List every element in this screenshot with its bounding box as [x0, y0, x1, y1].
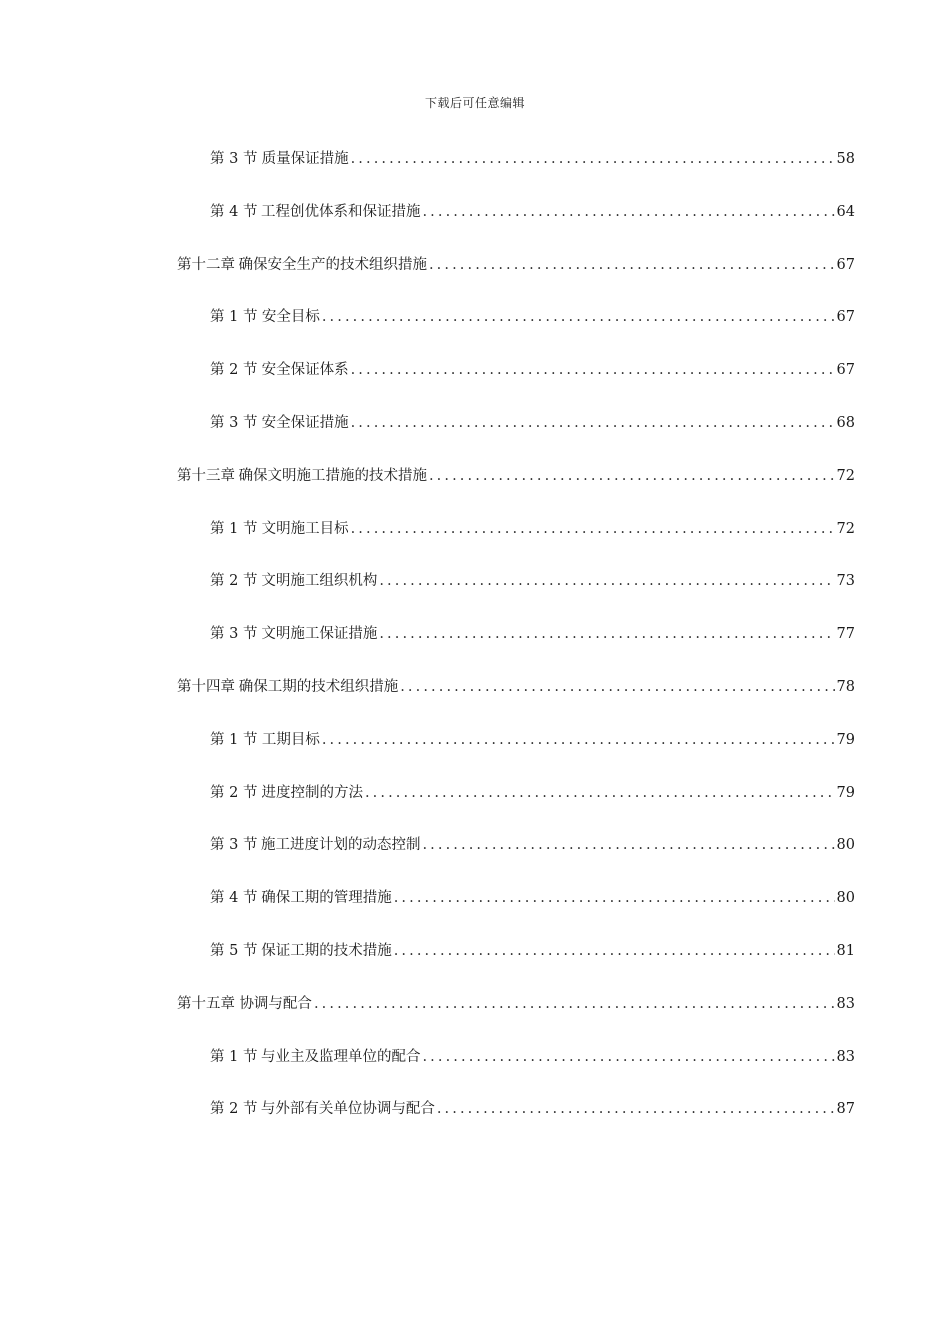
toc-entry-page: 72 [836, 467, 855, 484]
toc-entry[interactable] [0, 302, 950, 355]
toc-entry[interactable] [0, 197, 950, 250]
toc-entry[interactable] [0, 408, 950, 461]
toc-entry-title: 质量保证措施 [261, 151, 349, 167]
dot-leader [400, 672, 834, 702]
toc-entry[interactable] [0, 830, 950, 883]
toc-entry-title: 保证工期的技术措施 [261, 942, 392, 959]
toc-entry[interactable] [0, 725, 950, 778]
toc-entry-number: 第 1 节 [210, 731, 258, 748]
dot-leader [351, 144, 835, 174]
toc-entry[interactable] [0, 989, 950, 1042]
dot-leader [351, 408, 835, 438]
toc-entry[interactable] [0, 883, 950, 936]
toc-entry-number: 第 2 节 [210, 573, 258, 590]
toc-entry-page: 67 [836, 256, 855, 273]
toc-entry-page: 80 [836, 890, 855, 907]
toc-entry[interactable] [0, 514, 950, 567]
dot-leader [379, 566, 834, 596]
dot-leader [314, 989, 835, 1019]
dot-leader [365, 778, 835, 808]
toc-entry-page: 87 [836, 1101, 855, 1118]
toc-entry[interactable] [0, 144, 950, 197]
dot-leader [422, 830, 834, 860]
toc-entry[interactable] [0, 1094, 950, 1147]
toc-entry-page: 78 [836, 678, 855, 695]
toc-entry-number: 第十二章 [177, 256, 235, 273]
toc-entry-number: 第 1 节 [210, 520, 258, 537]
toc-entry-number: 第 3 节 [210, 837, 258, 854]
toc-entry-number: 第 4 节 [210, 203, 258, 220]
toc-entry-page: 67 [836, 309, 855, 326]
toc-entry[interactable] [0, 250, 950, 303]
toc-entry-page: 79 [836, 784, 855, 801]
toc-entry-number: 第十五章 [177, 995, 235, 1012]
toc-entry-page: 81 [836, 942, 855, 959]
toc-entry-title: 安全保证体系 [261, 362, 349, 379]
toc-entry-page: 79 [836, 731, 855, 748]
toc-entry-page: 68 [836, 414, 855, 431]
toc-entry-title: 确保安全生产的技术组织措施 [238, 256, 427, 273]
toc-entry-title: 与业主及监理单位的配合 [260, 1048, 421, 1065]
toc-entry-title: 安全保证措施 [261, 414, 349, 431]
dot-leader [394, 883, 835, 913]
dot-leader [322, 725, 835, 755]
dot-leader [422, 1042, 834, 1072]
toc-entry-title: 确保工期的技术组织措施 [238, 678, 399, 695]
toc-entry-title: 确保工期的管理措施 [261, 890, 392, 907]
dot-leader [394, 936, 835, 966]
dot-leader [351, 514, 835, 544]
toc-entry-number: 第 5 节 [210, 942, 258, 959]
toc-entry-title: 进度控制的方法 [261, 784, 363, 801]
toc-entry-title: 工期目标 [261, 731, 320, 748]
toc-entry-number: 第 2 节 [210, 1101, 258, 1118]
dot-leader [437, 1094, 835, 1124]
toc-entry-title: 确保文明施工措施的技术措施 [238, 467, 427, 484]
dot-leader [429, 461, 835, 491]
toc-entry-title: 与外部有关单位协调与配合 [260, 1101, 435, 1118]
toc-entry-page: 83 [836, 1048, 855, 1065]
toc-entry-title: 协调与配合 [239, 995, 312, 1012]
toc-entry-number: 第十三章 [177, 467, 235, 484]
toc-entry-title: 文明施工组织机构 [261, 573, 378, 590]
toc-entry-title: 施工进度计划的动态控制 [260, 837, 421, 854]
toc-entry[interactable] [0, 355, 950, 408]
toc-entry-title: 文明施工目标 [261, 520, 349, 537]
toc-entry[interactable] [0, 619, 950, 672]
toc-entry-number: 第 1 节 [210, 1048, 258, 1065]
toc-entry-page: 64 [836, 203, 855, 220]
toc-entry-page: 73 [836, 573, 855, 590]
dot-leader [422, 197, 834, 227]
toc-entry[interactable] [0, 672, 950, 725]
toc-entry-number: 第 2 节 [210, 784, 258, 801]
toc-entry-title: 工程创优体系和保证措施 [260, 203, 421, 220]
toc-entry-page: 58 [836, 151, 855, 167]
toc-entry-page: 80 [836, 837, 855, 854]
table-of-contents [0, 144, 950, 1147]
toc-entry-title: 安全目标 [261, 309, 320, 326]
toc-entry-number: 第 3 节 [210, 626, 258, 643]
toc-entry[interactable] [0, 778, 950, 831]
toc-entry-number: 第 3 节 [210, 414, 258, 431]
toc-entry-page: 72 [836, 520, 855, 537]
toc-entry[interactable] [0, 566, 950, 619]
dot-leader [379, 619, 834, 649]
toc-entry-page: 77 [836, 626, 855, 643]
dot-leader [322, 302, 835, 332]
toc-entry-page: 67 [836, 362, 855, 379]
dot-leader [429, 250, 835, 280]
toc-entry-number: 第十四章 [177, 678, 235, 695]
toc-entry[interactable] [0, 936, 950, 989]
toc-entry-number: 第 1 节 [210, 309, 258, 326]
toc-entry-page: 83 [836, 995, 855, 1012]
toc-entry-number: 第 2 节 [210, 362, 258, 379]
toc-entry-number: 第 3 节 [210, 151, 258, 167]
dot-leader [351, 355, 835, 385]
page-header: 下载后可任意编辑 [424, 96, 525, 110]
toc-entry[interactable] [0, 1042, 950, 1095]
toc-entry-title: 文明施工保证措施 [261, 626, 378, 643]
toc-entry[interactable] [0, 461, 950, 514]
toc-entry-number: 第 4 节 [210, 890, 258, 907]
